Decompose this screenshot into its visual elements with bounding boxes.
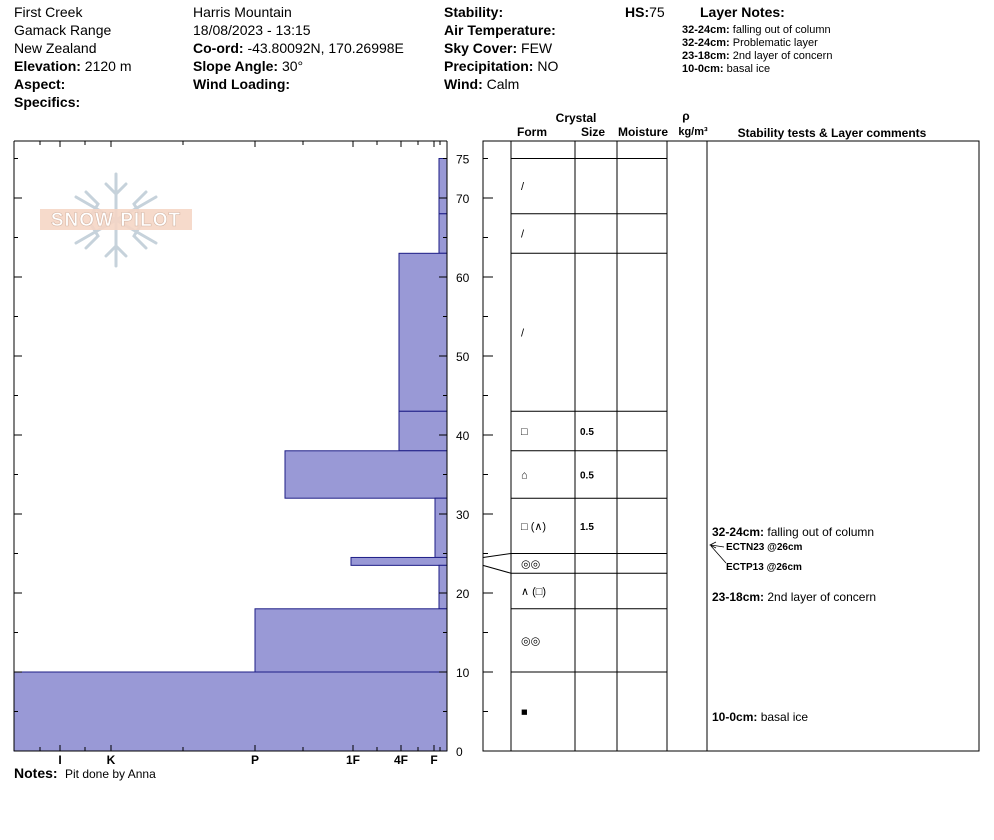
hardness-bar [439,159,447,214]
wind-label: Wind: [444,76,483,92]
hardness-bar [439,214,447,254]
specifics-label: Specifics: [14,94,81,110]
grain-form-symbol: / [521,181,525,194]
hardness-label: P [250,753,260,767]
sky-cover-value: FEW [521,40,553,56]
comment-23-18: 23-18cm: 2nd layer of concern [712,590,877,604]
comment-32-24: 32-24cm: falling out of column [712,525,875,539]
layer-note: 23-18cm: 2nd layer of concern [682,50,833,62]
coord-label: Co-ord: [193,40,244,56]
location-name: First Creek [14,4,83,20]
grain-form-symbol: □ (∧) [521,520,547,533]
hardness-bar [285,451,447,498]
grain-size-value: 0.5 [580,470,594,482]
grain-form-symbol: □ [521,426,528,439]
elevation-value: 2120 m [84,58,132,74]
sky-cover-label: Sky Cover: [444,40,518,56]
layer-note: 10-0cm: basal ice [682,63,771,75]
depth-tick-label: 50 [456,350,470,364]
grain-form-symbol: / [521,327,525,340]
depth-axis-labels [456,153,470,760]
hardness-label: 1F [345,753,361,767]
stability-comments-header: Stability tests & Layer comments [737,126,927,140]
hardness-bar [351,557,447,565]
range-name: Gamack Range [14,22,112,38]
notes-text: Pit done by Anna [65,767,156,781]
depth-tick-label: 40 [456,429,470,443]
depth-ticks-right [483,159,493,752]
snowpilot-logo-text: SNOW PILOT [50,210,182,231]
slope-value: 30° [281,58,304,74]
aspect-label: Aspect: [14,76,66,92]
test-depth-arrows [710,542,726,563]
depth-tick-label: 30 [456,508,470,522]
hardness-label: 4F [393,753,409,767]
ectn-test-result: ECTN23 @26cm [726,542,803,553]
hs-value: 75 [649,4,665,20]
layer-note: 32-24cm: falling out of column [682,24,831,36]
form-header: Form [517,125,547,139]
depth-tick-label: 60 [456,271,470,285]
depth-tick-label: 10 [456,666,470,680]
wind-value: Calm [486,76,520,92]
depth-tick-label: 75 [456,152,470,167]
country-name: New Zealand [14,40,97,56]
moisture-header: Moisture [617,125,669,139]
snowpilot-logo [40,174,192,266]
size-header: Size [580,125,606,139]
hardness-bar [255,609,447,672]
depth-tick-label: 0 [456,745,463,759]
slope-label: Slope Angle: [193,58,279,74]
hardness-profile [14,159,447,752]
density-symbol-header: ρ [682,109,690,123]
layer-connector [483,554,511,558]
hardness-label: I [58,753,62,767]
hardness-label: F [430,753,438,767]
precip-label: Precipitation: [444,58,534,74]
layer-connector [483,565,511,573]
precip-value: NO [537,58,559,74]
depth-tick-label: 20 [456,587,470,601]
hs-label: HS: [625,4,650,20]
depth-tick-label: 70 [456,192,470,206]
air-temp-label: Air Temperature: [444,22,556,38]
stability-label: Stability: [444,4,504,20]
comment-10-0: 10-0cm: basal ice [712,710,809,724]
observation-datetime: 18/08/2023 - 13:15 [193,22,311,38]
layer-table-frame [483,141,979,751]
grain-size-value: 1.5 [580,521,594,533]
grain-form-symbol: / [521,228,525,241]
elevation-label: Elevation: [14,58,81,74]
grain-form-symbol: ◎◎ [521,558,541,571]
wind-loading-label: Wind Loading: [193,76,291,92]
coord-value: -43.80092N, 170.26998E [247,40,404,56]
grain-size-value: 0.5 [580,427,594,439]
hardness-bar [435,498,447,557]
hardness-bar [399,411,447,451]
hardness-axis-labels [58,753,437,767]
hardness-label: K [106,753,116,767]
grain-form-symbol: ⌂ [521,469,528,482]
grain-form-symbol: ■ [521,706,528,719]
hardness-bar [439,565,447,608]
mountain-name: Harris Mountain [193,4,292,20]
layer-notes-title: Layer Notes: [700,4,785,20]
ectp-test-result: ECTP13 @26cm [726,562,802,573]
grain-form-symbol: ∧ (□) [521,586,547,599]
hardness-bar [14,672,447,751]
grain-form-symbol: ◎◎ [521,635,541,648]
crystal-header: Crystal [555,111,597,125]
density-unit-header: kg/m³ [678,126,708,138]
layer-note: 32-24cm: Problematic layer [682,37,818,49]
notes-label: Notes: [14,765,58,781]
